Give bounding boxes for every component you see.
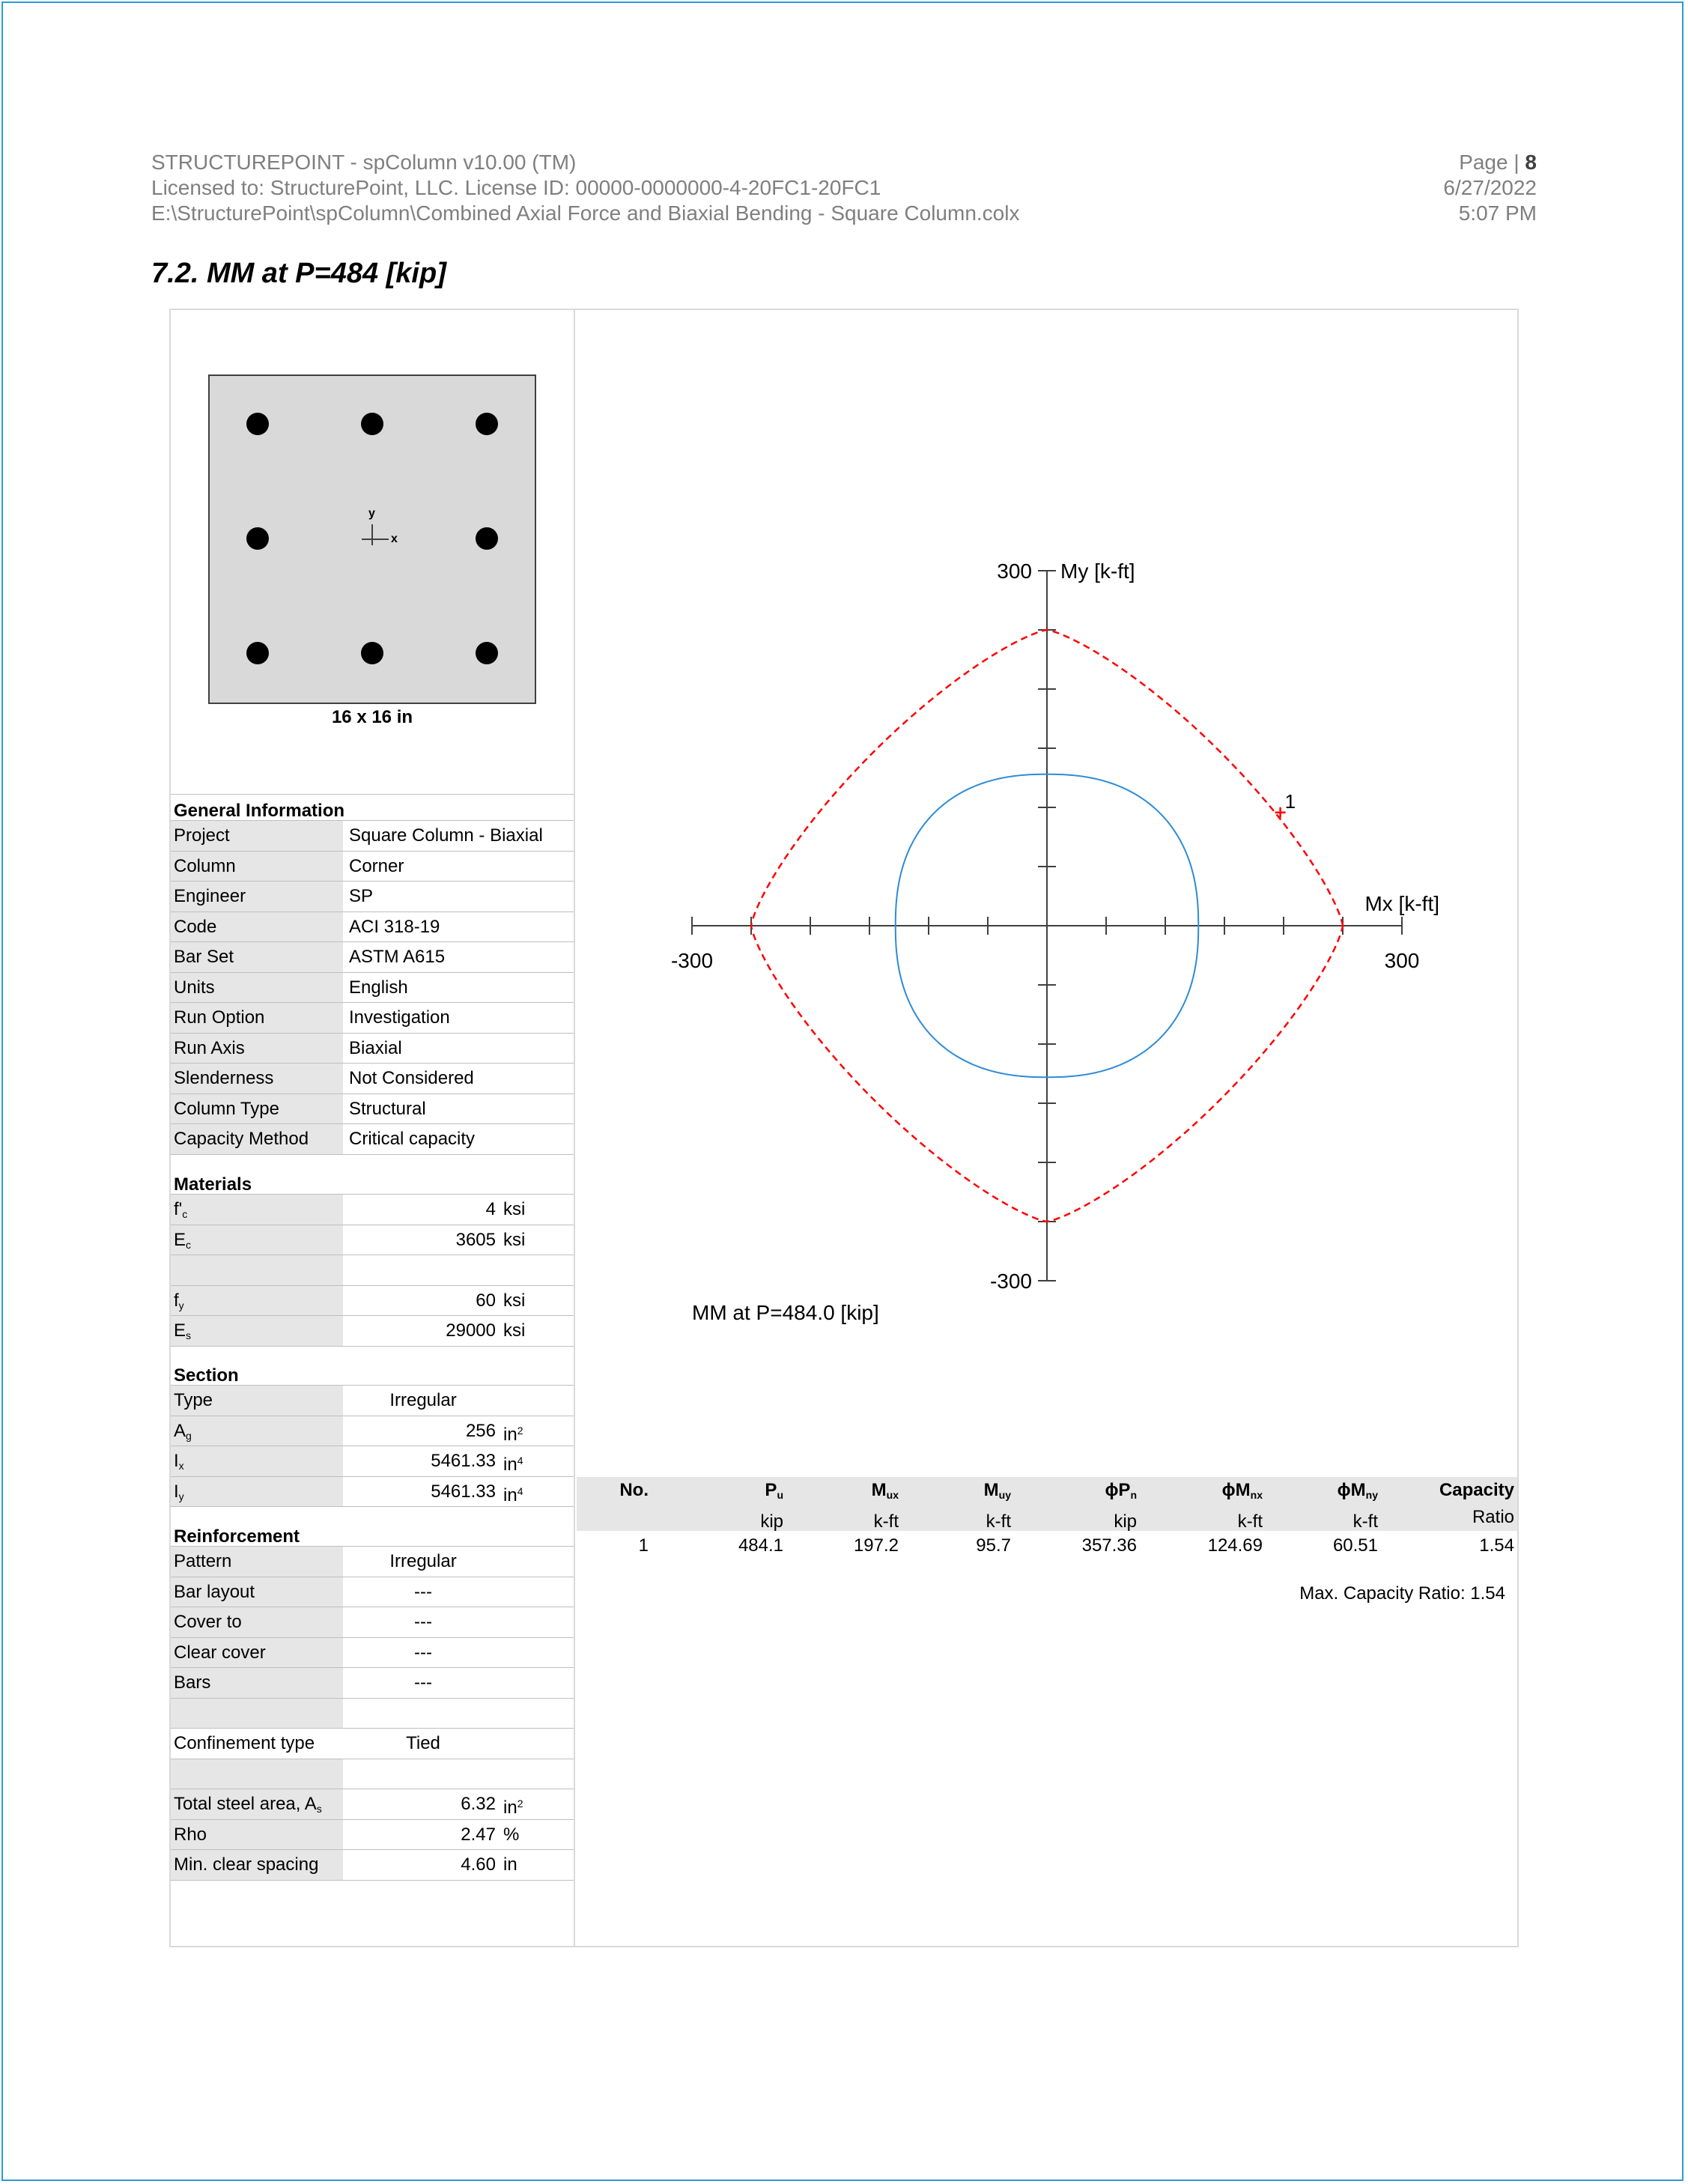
centroid-axes [208, 374, 536, 704]
column-section-drawing [208, 374, 536, 704]
material-row-es [171, 1316, 574, 1347]
reinf-value: --- [414, 1642, 432, 1663]
section-props-title: Section [171, 1359, 574, 1386]
section-key [171, 1446, 343, 1476]
page-label: Page | [1459, 151, 1525, 174]
reinf-unit [503, 1789, 574, 1819]
unit: in [503, 1798, 517, 1818]
report-date: 6/27/2022 [1443, 176, 1537, 199]
symbol: E [174, 1229, 186, 1250]
section-properties-table [171, 1359, 574, 1507]
material-value: 4 [485, 1199, 496, 1219]
info-row [171, 821, 574, 852]
material-value: 29000 [446, 1320, 496, 1341]
chart-title: MM at P=484.0 [kip] [692, 1301, 879, 1324]
reinf-key: Min. clear spacing [171, 1850, 343, 1880]
info-row [171, 942, 574, 973]
section-value: 5461.33 [431, 1481, 496, 1502]
col-header-unit: k-ft [1352, 1511, 1378, 1532]
interaction-diagram-chart [577, 310, 1516, 1336]
cell-pu: 484.1 [738, 1535, 783, 1556]
reinf-key: Bar layout [171, 1577, 343, 1607]
info-row [171, 1064, 574, 1094]
y-min-tick-label: -300 [989, 1270, 1032, 1293]
reinf-value: Tied [406, 1733, 440, 1753]
material-unit: ksi [503, 1199, 526, 1219]
subscript: s [316, 1803, 322, 1815]
results-row [577, 1531, 1517, 1561]
col-header-unit: k-ft [873, 1511, 899, 1532]
reinf-value: 6.32 [461, 1794, 496, 1814]
reinf-key: Clear cover [171, 1638, 343, 1668]
col-header-unit: k-ft [986, 1511, 1011, 1532]
subscript: y [178, 1299, 184, 1311]
load-points-layer [1275, 790, 1296, 818]
info-value: Biaxial [349, 1037, 402, 1058]
reinf-value: --- [414, 1612, 432, 1632]
info-key: Bar Set [171, 942, 343, 972]
subscript: ux [886, 1489, 899, 1501]
results-table [577, 1477, 1517, 1561]
col-header-main [1011, 1477, 1137, 1508]
col-header-mux [783, 1477, 899, 1531]
section-value: Irregular [389, 1390, 457, 1410]
info-value: ASTM A615 [349, 947, 446, 967]
reinf-value: 2.47 [461, 1824, 496, 1845]
reinf-row-min-spacing [171, 1850, 574, 1881]
info-value: English [349, 977, 408, 998]
col-header-main [899, 1477, 1011, 1508]
section-row-iy [171, 1477, 574, 1508]
general-information-table [171, 794, 574, 1155]
subscript: x [178, 1460, 184, 1472]
symbol: f [174, 1290, 179, 1311]
reinf-key: Bars [171, 1668, 343, 1698]
info-value: SP [349, 886, 374, 906]
info-key: Column [171, 852, 343, 882]
reinf-unit: in [503, 1854, 517, 1875]
reinf-row-rho [171, 1820, 574, 1851]
col-header-main [783, 1477, 899, 1508]
col-header-muy [899, 1477, 1011, 1531]
section-row-type [171, 1386, 574, 1416]
material-key [171, 1286, 343, 1316]
y-axis-label: My [k-ft] [1060, 559, 1135, 583]
col-header-main [649, 1477, 783, 1508]
subscript: c [182, 1208, 188, 1220]
report-time: 5:07 PM [1458, 201, 1537, 225]
col-header-no [577, 1477, 649, 1531]
symbol: M [983, 1480, 999, 1500]
unit: in [503, 1455, 517, 1475]
max-capacity-ratio: Max. Capacity Ratio: 1.54 [1299, 1583, 1505, 1604]
cell-no: 1 [638, 1535, 649, 1556]
section-key [171, 1477, 343, 1507]
info-row [171, 1003, 574, 1034]
materials-table [171, 1168, 574, 1347]
section-key [171, 1416, 343, 1446]
info-key: Project [171, 821, 343, 851]
x-max-tick-label: 300 [1384, 949, 1420, 972]
key-text: Total steel area, A [174, 1794, 317, 1814]
reinf-row-total-steel [171, 1789, 574, 1820]
section-key: Type [171, 1386, 343, 1416]
subscript: u [777, 1489, 783, 1501]
subscript: y [178, 1490, 184, 1502]
info-key: Column Type [171, 1094, 343, 1124]
reinf-row-confinement [171, 1729, 574, 1759]
cell-phipn: 357.36 [1081, 1535, 1137, 1556]
info-value: Not Considered [349, 1068, 474, 1088]
material-row-fy [171, 1286, 574, 1317]
unit-exponent: 2 [517, 1424, 523, 1437]
reinf-key: Cover to [171, 1607, 343, 1637]
x-axis-label: Mx [k-ft] [1364, 892, 1439, 915]
col-header-main: Capacity [1439, 1480, 1514, 1500]
reinf-value: Irregular [389, 1551, 457, 1571]
reinf-row-pattern [171, 1547, 574, 1577]
subscript: c [186, 1238, 192, 1251]
unit-exponent: 2 [517, 1798, 523, 1810]
material-key [171, 1225, 343, 1255]
blank-value [343, 1699, 574, 1729]
reinf-key [171, 1789, 343, 1819]
symbol: I [174, 1481, 179, 1502]
symbol: I [174, 1451, 179, 1471]
col-header-unit: Ratio [1472, 1507, 1514, 1527]
load-point-label: 1 [1284, 789, 1296, 813]
blank-row [171, 1759, 574, 1790]
reinf-key: Confinement type [171, 1729, 343, 1759]
material-value: 60 [476, 1290, 496, 1311]
subscript: n [1130, 1489, 1137, 1501]
info-value: Square Column - Biaxial [349, 825, 543, 846]
symbol: f' [174, 1199, 183, 1219]
symbol: ϕM [1337, 1480, 1366, 1500]
unit-exponent: 4 [517, 1484, 523, 1497]
subscript: s [186, 1329, 192, 1341]
info-key: Code [171, 912, 343, 942]
col-header-phipn [1011, 1477, 1137, 1531]
info-key: Run Option [171, 1003, 343, 1033]
info-value: ACI 318-19 [349, 916, 440, 937]
section-dimensions: 16 x 16 in [331, 707, 413, 727]
material-unit: ksi [503, 1290, 526, 1311]
material-value: 3605 [455, 1229, 496, 1250]
info-row [171, 1124, 574, 1155]
materials-title: Materials [171, 1168, 574, 1195]
cell-mux: 197.2 [853, 1535, 899, 1556]
blank-value [343, 1759, 574, 1789]
reinf-value: --- [414, 1672, 432, 1693]
y-max-tick-label: 300 [997, 559, 1032, 583]
symbol: M [871, 1480, 887, 1500]
material-row-ec [171, 1225, 574, 1256]
symbol: P [765, 1480, 777, 1500]
info-value: Structural [349, 1098, 426, 1119]
unit: in [503, 1484, 517, 1505]
blank-row [171, 1699, 574, 1729]
subscript: ny [1365, 1489, 1378, 1501]
info-row [171, 1094, 574, 1125]
subscript: g [186, 1429, 192, 1442]
blank-value [343, 1255, 574, 1285]
page-number: 8 [1525, 151, 1537, 174]
reinf-key: Rho [171, 1820, 343, 1850]
axis-x-label: x [391, 533, 398, 545]
subscript: nx [1250, 1489, 1263, 1501]
cell-phimnx: 124.69 [1207, 1535, 1263, 1556]
col-header-unit: kip [760, 1511, 783, 1532]
reinf-row-cover-to [171, 1607, 574, 1638]
symbol: A [174, 1420, 186, 1441]
report-header-right [1443, 150, 1537, 226]
material-unit: ksi [503, 1229, 526, 1250]
info-row [171, 973, 574, 1004]
cell-muy: 95.7 [976, 1535, 1011, 1556]
info-key: Slenderness [171, 1064, 343, 1093]
header-license: Licensed to: StructurePoint, LLC. License ID: 00000-0000000-4-20FC1-20FC1 [151, 176, 881, 199]
unit: in [503, 1424, 517, 1445]
col-header-capacity-ratio [1378, 1477, 1517, 1531]
info-value: Critical capacity [349, 1129, 476, 1149]
cell-capacity-ratio: 1.54 [1479, 1535, 1514, 1556]
results-header-row [577, 1477, 1517, 1531]
reinf-unit: % [503, 1824, 520, 1845]
material-row-fc [171, 1195, 574, 1225]
col-header-unit: k-ft [1237, 1511, 1263, 1532]
reinforcement-title: Reinforcement [171, 1520, 574, 1547]
info-key: Run Axis [171, 1034, 343, 1064]
section-unit [503, 1416, 574, 1446]
col-header-unit: kip [1114, 1511, 1137, 1532]
symbol: ϕM [1221, 1480, 1251, 1500]
section-unit [503, 1446, 574, 1476]
cell-phimny: 60.51 [1332, 1535, 1378, 1556]
blank-row [171, 1255, 574, 1286]
reinf-row-bar-layout [171, 1577, 574, 1608]
info-row [171, 882, 574, 912]
reinf-key: Pattern [171, 1547, 343, 1577]
header-file-path: E:\StructurePoint\spColumn\Combined Axial Force and Biaxial Bending - Square Column.colx [151, 201, 1020, 225]
section-title: 7.2. MM at P=484 [kip] [151, 258, 446, 289]
section-unit [503, 1477, 574, 1507]
axis-y-label: y [368, 507, 375, 520]
reinf-value: 4.60 [461, 1854, 496, 1875]
info-value: Investigation [349, 1007, 450, 1028]
header-program: STRUCTUREPOINT - spColumn v10.00 (TM) [151, 151, 577, 174]
col-header-main [1263, 1477, 1378, 1508]
general-info-title: General Information [171, 795, 574, 821]
reinf-row-bars [171, 1668, 574, 1699]
section-row-ix [171, 1446, 574, 1477]
subscript: uy [998, 1489, 1011, 1501]
unit-exponent: 4 [517, 1455, 523, 1466]
section-row-ag [171, 1416, 574, 1447]
col-header-phimnx [1137, 1477, 1263, 1531]
symbol: ϕP [1105, 1480, 1131, 1500]
col-header-main: No. [619, 1480, 649, 1500]
blank-key [171, 1759, 343, 1789]
material-key [171, 1316, 343, 1346]
axes-layer [692, 571, 1402, 1281]
info-row [171, 1034, 574, 1064]
info-value: Corner [349, 855, 404, 876]
col-header-main [1137, 1477, 1263, 1508]
info-key: Units [171, 973, 343, 1003]
info-row [171, 912, 574, 943]
symbol: E [174, 1320, 186, 1341]
reinf-value: --- [414, 1581, 432, 1602]
page-indicator [1443, 150, 1537, 175]
material-unit: ksi [503, 1320, 526, 1341]
section-value: 5461.33 [431, 1451, 496, 1471]
col-header-pu [649, 1477, 783, 1531]
info-key: Capacity Method [171, 1124, 343, 1154]
report-header [151, 150, 1019, 226]
col-header-phimny [1263, 1477, 1378, 1531]
x-min-tick-label: -300 [670, 949, 714, 972]
info-row [171, 852, 574, 882]
blank-key [171, 1255, 343, 1285]
blank-key [171, 1699, 343, 1729]
reinf-row-clear-cover [171, 1638, 574, 1669]
material-key [171, 1195, 343, 1225]
section-value: 256 [465, 1420, 496, 1441]
reinforcement-table [171, 1520, 574, 1881]
info-key: Engineer [171, 882, 343, 911]
